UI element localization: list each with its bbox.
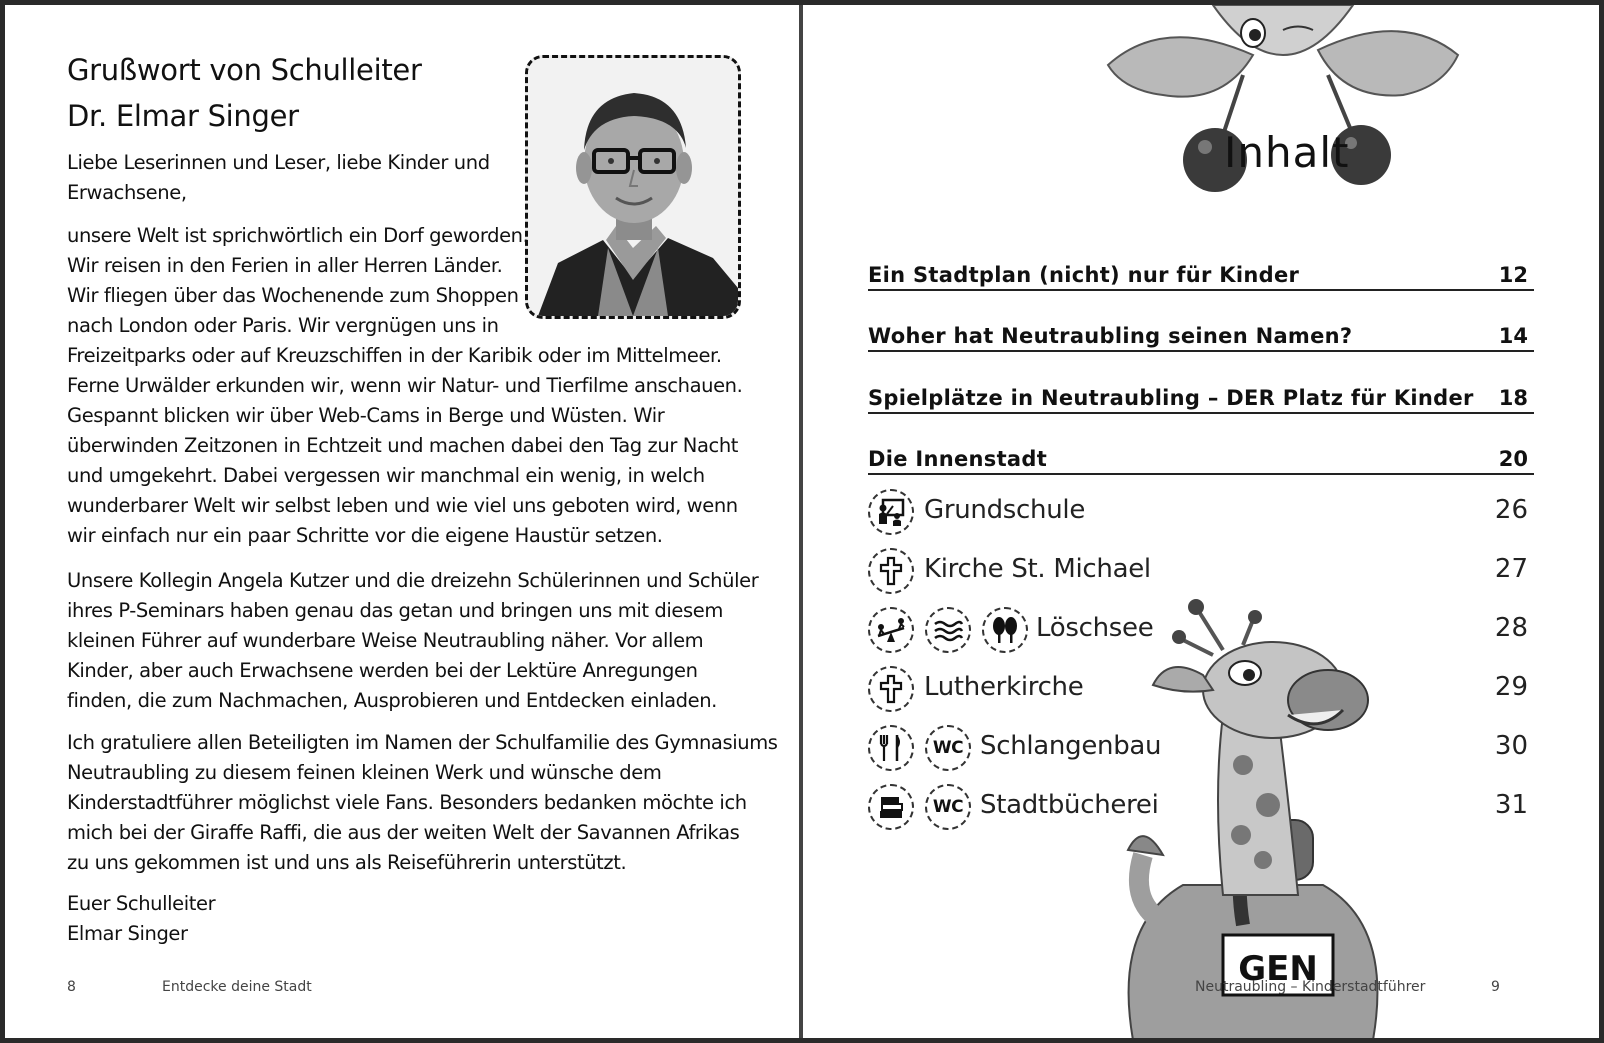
paragraph-line: Wir reisen in den Ferien in aller Herren Länder.: [67, 254, 503, 277]
paragraph-line: nach London oder Paris. Wir vergnügen uns in: [67, 314, 499, 337]
toc-entry-title: Kirche St. Michael: [924, 554, 1151, 584]
paragraph-line: zu uns gekommen ist und uns als Reiseführerin unterstützt.: [67, 851, 627, 874]
salutation-line: Liebe Leserinnen und Leser, liebe Kinder und: [67, 151, 490, 174]
body-paragraph-2: [67, 566, 767, 716]
paragraph-line: wunderbarer Welt wir selbst leben und wie viel uns geboten wird, wenn: [67, 494, 738, 517]
trees-icon: [982, 607, 1028, 653]
title-line-1: Grußwort von Schulleiter: [67, 53, 422, 87]
toc-main-entry[interactable]: [868, 318, 1534, 352]
footer-title-left: Entdecke deine Stadt: [162, 979, 312, 995]
paragraph-line: Neutraubling zu diesem feinen kleinen Werk und wünsche dem: [67, 761, 662, 784]
paragraph-line: Kinder, aber auch Erwachsene werden bei der Lektüre Anregungen: [67, 659, 698, 682]
toc-entry-title: Spielplätze in Neutraubling – DER Platz für Kinder: [868, 386, 1474, 410]
toc-entry-title: Löschsee: [1036, 613, 1154, 643]
paragraph-line: überwinden Zeitzonen in Echtzeit und machen dabei den Tag zur Nacht: [67, 434, 739, 457]
toc-heading: Inhalt: [1224, 128, 1350, 177]
toc-entry-page: 14: [1498, 324, 1528, 348]
paragraph-line: ihres P-Seminars haben genau das getan und bringen uns mit diesem: [67, 599, 723, 622]
paragraph-line: Ferne Urwälder erkunden wir, wenn wir Natur- und Tierfilme anschauen.: [67, 374, 743, 397]
paragraph-line: unsere Welt ist sprichwörtlich ein Dorf geworden.: [67, 224, 529, 247]
toc-entry-title: Lutherkirche: [924, 672, 1084, 702]
toc-entry-page: 28: [1494, 613, 1528, 643]
paragraph-line: mich bei der Giraffe Raffi, die aus der weiten Welt der Savannen Afrikas: [67, 821, 740, 844]
toc-sub-entry[interactable]: [868, 782, 1534, 832]
toc-entry-title: Schlangenbau: [980, 731, 1162, 761]
toc-entry-page: 27: [1494, 554, 1528, 584]
wc-label: WC: [932, 797, 964, 817]
salutation-line: Erwachsene,: [67, 181, 187, 204]
salutation-paragraph: [67, 148, 507, 208]
toc-sub-entry[interactable]: [868, 664, 1534, 714]
toc-sub-entry[interactable]: [868, 723, 1534, 773]
toc-main-entry[interactable]: [868, 441, 1534, 475]
paragraph-line: Wir fliegen über das Wochenende zum Shoppen: [67, 284, 519, 307]
water-waves-icon: [925, 607, 971, 653]
page-number-right: 9: [1491, 979, 1500, 995]
toc-entry-page: 18: [1498, 386, 1528, 410]
paragraph-line: finden, die zum Nachmachen, Ausprobieren und Entdecken einladen.: [67, 689, 717, 712]
body-paragraph-3: [67, 728, 778, 878]
footer-title-right: Neutraubling – Kinderstadtführer: [1195, 979, 1426, 995]
toc-entry-page: 29: [1494, 672, 1528, 702]
signature-block: [67, 889, 467, 949]
paragraph-line: kleinen Führer auf wunderbare Weise Neutraubling näher. Vor allem: [67, 629, 704, 652]
toc-entry-page: 26: [1494, 495, 1528, 525]
church-cross-icon: [868, 548, 914, 594]
toc-entry-title: Ein Stadtplan (nicht) nur für Kinder: [868, 263, 1300, 287]
paragraph-line: Unsere Kollegin Angela Kutzer und die dreizehn Schülerinnen und Schüler: [67, 569, 759, 592]
toc-sub-entry[interactable]: [868, 546, 1534, 596]
restaurant-icon: [868, 725, 914, 771]
toc-entry-title: Stadtbücherei: [980, 790, 1159, 820]
books-icon: [868, 784, 914, 830]
toc-main-entry[interactable]: [868, 257, 1534, 291]
wc-icon: [925, 784, 971, 830]
giraffe-ears-illustration: [1103, 5, 1463, 215]
toc-entry-page: 12: [1498, 263, 1528, 287]
toc-entry-page: 20: [1498, 447, 1528, 471]
greeting-title: [67, 47, 422, 139]
playground-icon: [868, 607, 914, 653]
toc-entry-title: Grundschule: [924, 495, 1086, 525]
toc-entry-page: 31: [1494, 790, 1528, 820]
paragraph-line: und umgekehrt. Dabei vergessen wir manchmal ein wenig, in welch: [67, 464, 705, 487]
signature-line: Euer Schulleiter: [67, 892, 216, 915]
left-page: [5, 5, 799, 1038]
paragraph-line: Gespannt blicken wir über Web-Cams in Berge und Wüsten. Wir: [67, 404, 665, 427]
church-cross-icon: [868, 666, 914, 712]
toc-entry-title: Woher hat Neutraubling seinen Namen?: [868, 324, 1353, 348]
right-page: [803, 5, 1599, 1038]
toc-entry-page: 30: [1494, 731, 1528, 761]
page-number-left: 8: [67, 979, 76, 995]
toc-sub-entry[interactable]: [868, 487, 1534, 537]
paragraph-line: Freizeitparks oder auf Kreuzschiffen in der Karibik oder im Mittelmeer.: [67, 344, 722, 367]
toc-main-entry[interactable]: [868, 380, 1534, 414]
toc-sub-entry[interactable]: [868, 605, 1534, 655]
paragraph-line: wir einfach nur ein paar Schritte vor die eigene Haustür setzen.: [67, 524, 663, 547]
school-icon: [868, 489, 914, 535]
wc-label: WC: [932, 738, 964, 758]
body-paragraph-1: [67, 221, 743, 551]
mascot-shirt-logo: GEN: [1238, 949, 1318, 989]
paragraph-line: Ich gratuliere allen Beteiligten im Namen der Schulfamilie des Gymnasiums: [67, 731, 778, 754]
paragraph-line: Kinderstadtführer möglichst viele Fans. Besonders bedanken möchte ich: [67, 791, 747, 814]
wc-icon: [925, 725, 971, 771]
toc-entry-title: Die Innenstadt: [868, 447, 1048, 471]
signature-line: Elmar Singer: [67, 922, 188, 945]
title-line-2: Dr. Elmar Singer: [67, 99, 299, 133]
